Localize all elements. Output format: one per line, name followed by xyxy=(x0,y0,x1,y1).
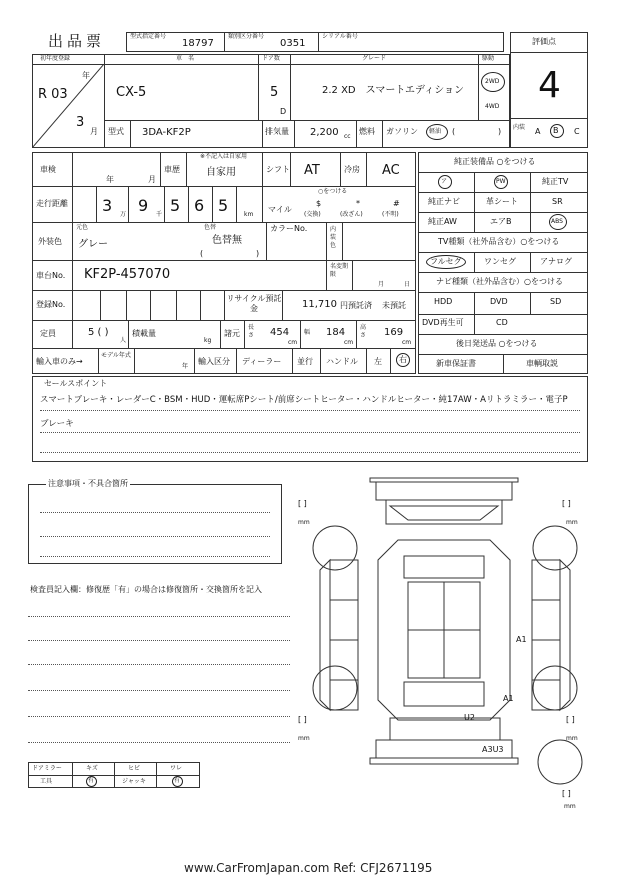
tv-fullseg: フルセグ xyxy=(430,257,462,266)
mileage-digit-5: 5 xyxy=(218,196,229,215)
unknown-label: (不明) xyxy=(382,211,399,218)
right-handle: 右 xyxy=(399,355,407,364)
mileage-digit-2: 9 xyxy=(138,196,149,215)
reg-label: 登録No. xyxy=(36,300,66,309)
tire-fl-mm: mm xyxy=(298,519,310,526)
interior-label: 内装 xyxy=(513,124,526,131)
left-handle: 左 xyxy=(374,357,382,366)
ac-label: 冷房 xyxy=(344,165,360,174)
tampered-sym: * xyxy=(356,199,360,208)
length-label: 長さ xyxy=(248,324,255,339)
recycle-unit: 円預託済 xyxy=(340,301,372,310)
width-label: 幅 xyxy=(304,329,311,336)
exchange-sym: $ xyxy=(316,199,322,208)
class-label: 類別区分番号 xyxy=(228,33,265,40)
height-label: 高さ xyxy=(360,324,367,339)
navi-dvd: DVD xyxy=(490,297,508,306)
car-damage-diagram xyxy=(290,470,600,810)
ac-value: AC xyxy=(382,163,400,178)
tire-spare-mm: mm xyxy=(564,803,576,810)
grade-label: グレード xyxy=(362,55,387,62)
equip-tv: 純正TV xyxy=(542,177,569,186)
interior-color-label: 内装色 xyxy=(330,226,337,249)
chassis-label: 車台No. xyxy=(36,271,66,280)
sales-line-1: スマートブレーキ・レーダーC・BSM・HUD・運転席Pシート/前席シートヒーター・ハンドルヒーター・純17AW・Aリトラミラー・電子P xyxy=(40,395,568,405)
displacement-value: 2,200 xyxy=(310,127,339,138)
model-code: 3DA-KF2P xyxy=(142,127,191,138)
later-label: 後日発送品 ○をつける xyxy=(456,339,538,348)
tampered-label: (改ざん) xyxy=(340,211,363,218)
car-name-label: 車 名 xyxy=(176,55,195,62)
grade-value: 2.2 XD スマートエディション xyxy=(322,85,465,96)
tire-rr-mm: mm xyxy=(566,735,578,742)
length-value: 454 xyxy=(270,327,290,338)
tire-fl-bracket: [ ] xyxy=(298,499,307,508)
tire-spare-bracket: [ ] xyxy=(562,789,571,798)
length-cm: cm xyxy=(288,339,298,346)
recycle-label: リサイクル預託金 xyxy=(226,294,282,313)
equip-sr-sym: ア xyxy=(441,178,448,185)
inspector-label: 検査員記入欄：修復歴「有」の場合は修復箇所・交換箇所を記入 xyxy=(30,585,262,594)
equip-leather: 革シート xyxy=(486,197,518,206)
doors-label: ドア数 xyxy=(262,55,280,62)
car-name: CX-5 xyxy=(116,85,147,100)
model-cert-value: 18797 xyxy=(182,38,214,49)
load-unit: kg xyxy=(204,337,212,344)
score-label: 評価点 xyxy=(532,37,556,46)
crack-label: ヒビ xyxy=(128,765,141,772)
score-value: 4 xyxy=(538,65,561,106)
jack-mark: 有 xyxy=(174,777,181,784)
mileage-digit-4: 6 xyxy=(194,196,205,215)
drive-2wd: 2WD xyxy=(485,78,500,85)
class-value: 0351 xyxy=(280,38,306,49)
capacity-label: 定員 xyxy=(40,329,56,338)
recycle-unpaid: 未預託 xyxy=(382,301,406,310)
displacement-label: 排気量 xyxy=(265,127,289,136)
nc-day: 日 xyxy=(404,281,411,288)
color-change: 色替無 xyxy=(212,235,242,246)
first-reg-label: 初年度登録 xyxy=(40,55,71,62)
fuel-diesel: 軽油 xyxy=(429,128,442,135)
first-reg-month: 3 xyxy=(76,115,85,130)
usage-label: 車歴 xyxy=(164,165,180,174)
interior-c: C xyxy=(574,127,580,136)
equip-sunroof: SR xyxy=(552,197,563,206)
color-no-label: カラーNo. xyxy=(270,224,308,233)
import-cat-label: 輸入区分 xyxy=(198,357,230,366)
damage-mark-u2: U2 xyxy=(464,713,475,722)
tv-type-label: TV種類（社外品含む）○をつける xyxy=(438,237,560,246)
navi-sd: SD xyxy=(550,297,562,306)
orig-color-label: 元色 xyxy=(76,224,89,231)
tv-analog: アナログ xyxy=(540,257,572,266)
color-num-label: 色替 xyxy=(204,224,217,231)
tool-mark: 有 xyxy=(88,777,95,784)
mile-label: マイル xyxy=(268,205,292,214)
mileage-note: ○をつける xyxy=(318,188,348,195)
equip-airbag: エアB xyxy=(490,217,512,226)
inspection-year: 年 xyxy=(106,175,114,184)
tool-label: 工具 xyxy=(40,778,53,785)
chassis-value: KF2P-457070 xyxy=(84,267,171,282)
model-cert-label: 型式指定番号 xyxy=(130,33,167,40)
navi-cd: CD xyxy=(496,318,508,327)
mileage-label: 走行距離 xyxy=(36,199,68,208)
damage-mark-a1-top: A1 xyxy=(516,635,527,644)
scratch-label: キズ xyxy=(86,765,98,772)
broken-label: ワレ xyxy=(170,765,183,772)
parallel: 並行 xyxy=(297,357,313,366)
page-title: 出品票 xyxy=(48,32,106,50)
model-year-label: モデル年式 xyxy=(101,352,131,359)
drive-4wd: 4WD xyxy=(485,103,500,110)
width-cm: cm xyxy=(344,339,354,346)
first-reg-year-unit: 年 xyxy=(82,71,90,80)
recycle-value: 11,710 xyxy=(302,299,337,310)
manual: 車輌取説 xyxy=(526,359,558,368)
serial-label: シリアル番号 xyxy=(322,33,358,40)
navi-type-label: ナビ種類（社外品含む）○をつける xyxy=(436,277,563,286)
tire-rr-bracket: [ ] xyxy=(566,715,575,724)
displacement-unit: cc xyxy=(344,133,351,140)
import-label: 輸入車のみ→ xyxy=(36,357,83,366)
handle-label: ハンドル xyxy=(326,357,358,366)
equip-abs: ABS xyxy=(551,218,563,225)
sales-point-block xyxy=(32,376,588,462)
model-year-unit: 年 xyxy=(182,363,189,370)
mileage-sen: 千 xyxy=(156,211,163,218)
equip-std-label: 純正装備品 ○をつける xyxy=(454,157,536,166)
fuel-label: 燃料 xyxy=(359,127,375,136)
navi-dvd-play: DVD再生可 xyxy=(422,318,464,327)
equip-aw: 純正AW xyxy=(428,217,457,226)
interior-b: B xyxy=(553,126,559,135)
watermark: www.CarFromJapan.com Ref: CFJ2671195 xyxy=(184,861,433,875)
nc-month: 月 xyxy=(378,281,385,288)
tire-rl-bracket: [ ] xyxy=(298,715,307,724)
exchange-label: (交換) xyxy=(304,211,321,218)
usage-value: 自家用 xyxy=(206,167,236,178)
capacity-value: 5 ( ) xyxy=(88,327,109,338)
inspection-label: 車検 xyxy=(40,165,56,174)
first-reg-year: R 03 xyxy=(38,87,68,102)
doors-value: 5 xyxy=(270,85,279,100)
width-value: 184 xyxy=(326,327,346,338)
interior-a: A xyxy=(535,127,541,136)
doors-suffix: D xyxy=(280,107,287,116)
damage-mark-a3u3: A3U3 xyxy=(482,745,504,754)
first-reg-month-unit: 月 xyxy=(90,127,98,136)
inspection-month: 月 xyxy=(148,175,156,184)
mileage-man: 万 xyxy=(120,211,127,218)
jack-label: ジャッキ xyxy=(122,778,146,785)
damage-mark-a1-bottom: A1 xyxy=(503,694,514,703)
drive-label: 駆動 xyxy=(482,55,495,62)
navi-hdd: HDD xyxy=(434,297,453,306)
warranty: 新車保証書 xyxy=(436,359,476,368)
mileage-digit-3: 5 xyxy=(170,196,181,215)
caution-label: 注意事項・不具合箇所 xyxy=(48,479,128,488)
load-label: 積載量 xyxy=(132,329,156,338)
height-cm: cm xyxy=(402,339,412,346)
orig-color: グレー xyxy=(78,239,108,250)
fuel-gas: ガソリン xyxy=(386,127,418,136)
tire-rl-mm: mm xyxy=(298,735,310,742)
dims-label: 諸元 xyxy=(224,329,240,338)
model-label: 型式 xyxy=(108,127,124,136)
capacity-unit: 人 xyxy=(120,337,127,344)
color-label: 外装色 xyxy=(38,237,62,246)
mileage-digit-1: 3 xyxy=(102,196,113,215)
sales-label: セールスポイント xyxy=(44,379,108,388)
caution-box xyxy=(28,484,282,564)
dealer: ディーラー xyxy=(242,357,282,366)
sales-line-2: ブレーキ xyxy=(40,419,74,429)
usage-note: ※不記入は自家用 xyxy=(200,153,248,160)
mileage-unit: km xyxy=(244,211,254,218)
shift-label: シフト xyxy=(266,165,290,174)
unknown-sym: # xyxy=(393,199,400,208)
tire-fr-mm: mm xyxy=(566,519,578,526)
tire-fr-bracket: [ ] xyxy=(562,499,571,508)
name-change-label: 名変期限 xyxy=(330,263,349,278)
door-mirror-label: ドアミラー xyxy=(32,765,62,772)
equip-navi: 純正ナビ xyxy=(428,197,460,206)
tv-oneseg: ワンセグ xyxy=(484,257,516,266)
shift-value: AT xyxy=(304,163,320,178)
equip-pw-sym: PW xyxy=(496,178,506,185)
height-value: 169 xyxy=(384,327,404,338)
